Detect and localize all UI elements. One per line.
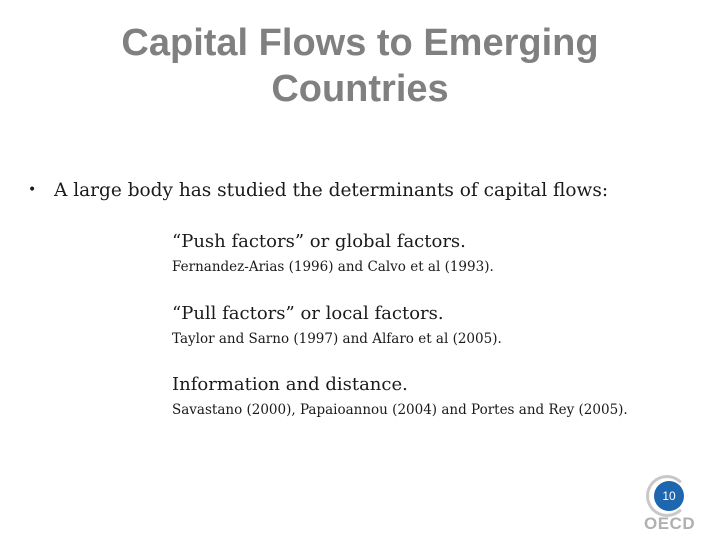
bullet-text: A large body has studied the determinants of capital flows:: [54, 180, 609, 201]
logo-wordmark: OECD: [644, 514, 696, 533]
factor-push: [172, 231, 494, 277]
page-number-badge: 10: [654, 481, 684, 511]
oecd-logo: [640, 481, 696, 533]
factor-reference: Taylor and Sarno (1997) and Alfaro et al (2005).: [172, 331, 502, 347]
slide-title-line-2: Countries: [271, 68, 449, 110]
bullet-dot-icon: •: [28, 182, 37, 198]
factor-heading: Information and distance.: [172, 374, 408, 395]
factor-heading: “Pull factors” or local factors.: [172, 303, 444, 324]
bullet-item: [28, 180, 608, 201]
factor-pull: [172, 303, 502, 349]
factor-information: [172, 374, 628, 420]
factor-heading: “Push factors” or global factors.: [172, 231, 466, 252]
factor-reference: Fernandez-Arias (1996) and Calvo et al (1993).: [172, 259, 494, 275]
slide-title-line-1: Capital Flows to Emerging: [121, 22, 599, 64]
slide-title: [0, 20, 720, 112]
factor-reference: Savastano (2000), Papaioannou (2004) and Portes and Rey (2005).: [172, 402, 628, 418]
